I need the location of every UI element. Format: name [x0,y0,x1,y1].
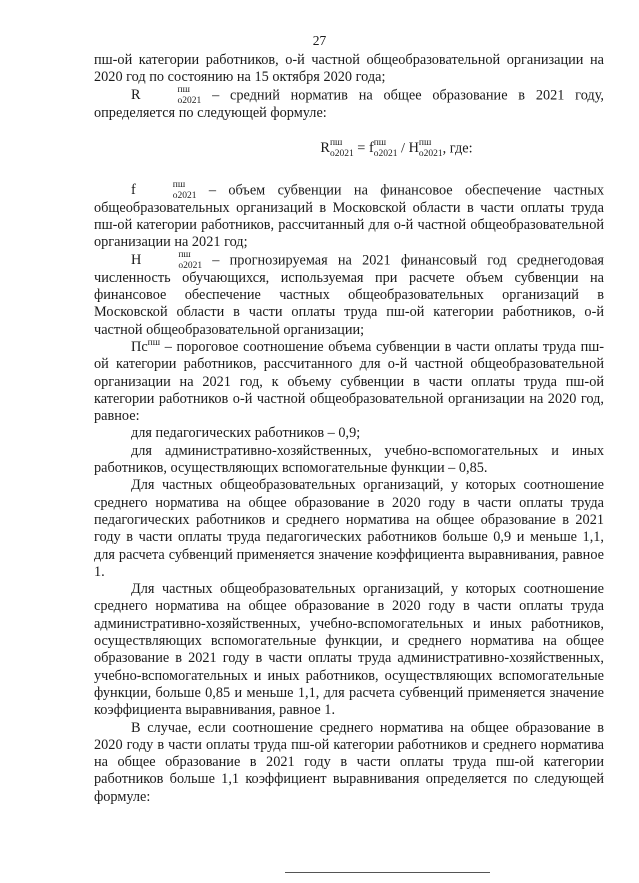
symbol-r: R пш o2021 [131,84,202,106]
paragraph-rule-1: Для частных общеобразовательных организаций, у которых соотношение среднего норматива на общее образование в 2020 году в части оплаты труда педагогических работников и среднего норматива на общее образование в 2021 году в части оплаты труда педагогических работников больше 0,9 и меньше 1,1, для расчета субвенций применяется значение коэффициента выравнивания, равное 1. [94,477,604,580]
page-number: 27 [312,33,327,48]
paragraph-r-definition: R пш o2021 – средний норматив на общее образование в 2021 году, определяется по следующей формуле: [94,84,604,121]
symbol-pc: $Пс^{пш}$ [131,338,161,355]
symbol-f: f пш o2021 [131,179,197,201]
paragraph-administrative: для административно-хозяйственных, учебно-вспомогательных и иных работников, осуществляющих вспомогательные функции – 0,85. [94,442,604,477]
paragraph-pedagogical: для педагогических работников – 0,9; [131,425,361,442]
document-body [94,52,604,806]
paragraph-rule-2: Для частных общеобразовательных организаций, у которых соотношение среднего норматива на общее образование в 2020 году в части оплаты труда административно-хозяйственных, учебно-вспомогательных и иных работников, осуществляющих вспомогательные функции, и среднего норматива на общее образование в 2021 году в части оплаты труда административно-хозяйственных, учебно-вспомогательных и иных работников, осуществляющих вспомогательные функции, больше 0,85 и меньше 1,1, для расчета субвенций применяется значение коэффициента выравнивания, равное 1. [94,581,604,719]
paragraph-f-definition: f пш o2021 – объем субвенции на финансовое обеспечение частных общеобразовательных организаций в Московской области в части оплаты труда пш-ой категории работников, рассчитанный для о-й частной общеобразовательной организации на 2021 год; [94,179,604,251]
formula-r: R пш o2021 = f пш o2021 / H пш o2021 , где: [320,137,473,159]
paragraph-1: пш-ой категории работников, о-й частной общеобразовательной организации на 2020 год по состоянию на 15 октября 2020 года; [94,52,604,86]
symbol-h: H пш o2021 [131,249,203,271]
paragraph-pc-definition: $Пс^{пш}$ – пороговое соотношение объема субвенции в части оплаты труда пш-ой категории работников, рассчитанного для о-й частной общеобразовательной организации на 2021 год, к объему субвенции в части оплаты труда пш-ой категории работников о-й частной общеобразовательной организации на 2020 год, равное: [94,338,604,425]
paragraph-rule-3: В случае, если соотношение среднего норматива на общее образование в 2020 году в части оплаты труда пш-ой категории работников и среднего норматива на общее образование в 2021 году в части оплаты труда пш-ой категории работников больше 1,1 коэффициент выравнивания определяется по следующей формуле: [94,719,604,805]
paragraph-h-definition: H пш o2021 – прогнозируемая на 2021 финансовый год среднегодовая численность обучающихся, используемая при расчете объем субвенции на финансовое обеспечение частных общеобразовательных организаций в Московской области в части оплаты труда пш-ой категории работников, о-й частной общеобразовательной организации; [94,249,604,338]
scan-edge-line [285,872,490,873]
